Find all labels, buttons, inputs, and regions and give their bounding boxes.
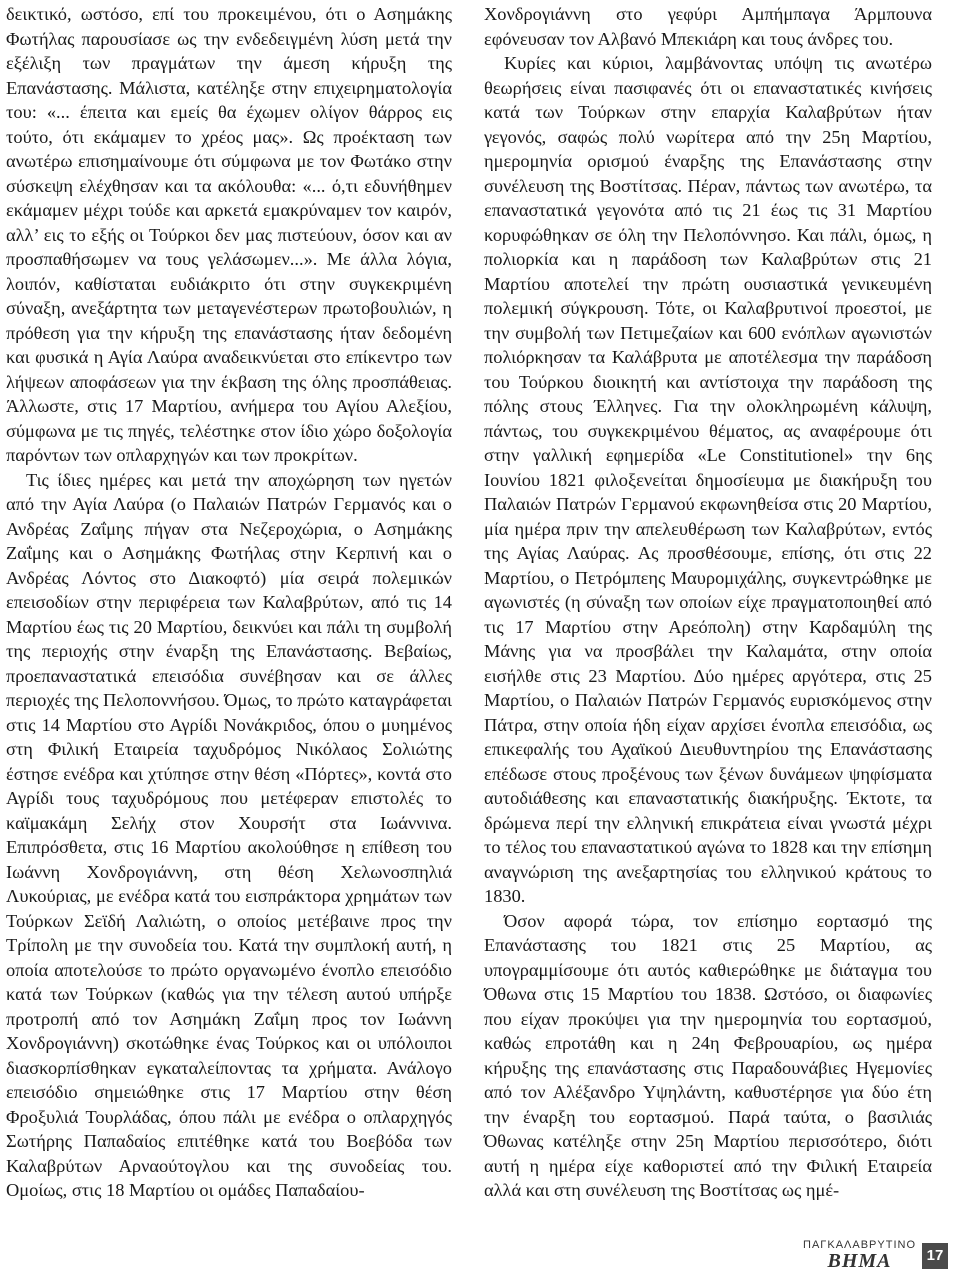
paragraph: Χονδρογιάννη στο γεφύρι Αμπήμπαγα Άρμπουνα εφόνευσαν τον Αλβανό Μπεκιάρη και τους άνδρες του.	[484, 4, 932, 49]
paragraph: Τις ίδιες ημέρες και μετά την αποχώρηση των ηγετών από την Αγία Λαύρα (ο Παλαιών Πατρών Γερμανός και ο Ανδρέας Ζαΐμης πήγαν στα Νεζεροχώρια, ο Ασημάκης Ζαΐμης και ο Ασημάκης Φωτήλας στην Κερπινή και ο Ανδρέας Λόντος στο Διακοφτό) μία σειρά πολεμικών επεισοδίων στην περιφέρεια των Καλαβρύτων, από τις 14 Μαρτίου έως τις 20 Μαρτίου, δεικνύει και πάλι τη συμβολή της περιοχής στην έναρξη της Επανάστασης. Βεβαίως, προεπαναστατικά επεισόδια συνέβησαν και σε άλλες περιοχές της Πελοποννήσου. Όμως, το πρώτο καταγράφεται στις 14 Μαρτίου στο Αγρίδι Νονάκριδος, όπου ο μυημένος στη Φιλική Εταιρεία ταχυδρόμος Νικόλαος Σολιώτης έστησε ενέδρα και χτύπησε στην θέση «Πόρτες», κοντά στο Αγρίδι τους ταχυδρόμους που μετέφεραν επιστολές το καϊμακάμη Σελήχ στον Χουρσήτ στα Ιωάννινα. Επιπρόσθετα, στις 16 Μαρτίου ακολούθησε η επίθεση του Ιωάννη Χονδρογιάννη, στη θέση Χελωνοσπηλιά Λυκούριας, με ενέδρα κατά του εισπράκτορα χρημάτων των Τούρκων Σεϊδή Λαλιώτη, ο οποίος μετέβαινε προς την Τρίπολη με την συνοδεία του. Κατά την συμπλοκή αυτή, η οποία αποτελούσε το πρώτο οργανωμένο ένοπλο επεισόδιο κατά των Τούρκων (καθώς για την τέλεση αυτού υπήρξε προτροπή από τον Ασημάκη Ζαΐμη προς τον Ιωάννη Χονδρογιάννη) σκοτώθηκε ένας Τούρκος και οι υπόλοιποι διασκορπίσθηκαν εγκαταλείποντας τα χρήματα. Ανάλογο επεισόδιο σημειώθηκε στις 17 Μαρτίου στην θέση Φροξυλιά Τουρλάδας, όπου πάλι με ενέδρα ο οπλαρχηγός Σωτήρης Παπαδαίος επιτέθηκε κατά του Βοεβόδα των Καλαβρύτων Αρναούτογλου και της συνοδείας του. Ομοίως, στις 18 Μαρτίου οι ομάδες Παπαδαίου-	[6, 469, 452, 1200]
paragraph: Κυρίες και κύριοι, λαμβάνοντας υπόψη τις ανωτέρω θεωρήσεις είναι πασιφανές ότι οι επαναστατικές κινήσεις κατά των Τούρκων στην επαρχία Καλαβρύτων ήταν γεγονός, σαφώς πολύ νωρίτερα από την 25η Μαρτίου, ημερομηνία ορισμού έναρξης της Επανάστασης στην συνέλευση της Βοστίτσας. Πέραν, πάντως των ανωτέρω, τα επαναστατικά γεγονότα από τις 21 έως τις 31 Μαρτίου κορυφώθηκαν σε όλη την Πελοπόννησο. Και πάλι, όμως, η πολιορκία και η παράδοση των Καλαβρύτων στις 21 Μαρτίου αποτελεί την πρώτη ουσιαστικά γενικευμένη πολεμική σύγκρουση. Τότε, οι Καλαβρυτινοί προεστοί, με την συμβολή των Πετιμεζαίων και 600 ενόπλων αγωνιστών πολιόρκησαν τα Καλάβρυτα με αποτέλεσμα την παράδοση του Τούρκου διοικητή και αντίστοιχα την παράδοση της πόλης στους Έλληνες. Για την ολοκληρωμένη κάλυψη, πάντως, του συγκεκριμένου θέματος, ας αναφέρουμε ότι στην γαλλική εφημερίδα «Le Constitutionel» την 6ης Ιουνίου 1821 φιλοξενείται δημοσίευμα με διακήρυξη του Παλαιών Πατρών Γερμανού εκφωνηθείσα στις 20 Μαρτίου, μία ημέρα πριν την απελευθέρωση των Καλαβρύτων, εντός της Αγίας Λαύρας. Ας προσθέσουμε, επίσης, ότι στις 22 Μαρτίου, ο Πετρόμπεης Μαυρομιχάλης, συγκεντρώθηκε με αγωνιστές (η σύναξη των οποίων είχε πραγματοποιηθεί από τις 17 Μαρτίου στην Αρεόπολη) στην Καρδαμύλη της Μάνης για να προσβάλει την Καλαμάτα, στην οποία εισήλθε στις 23 Μαρτίου. Δύο ημέρες αργότερα, στις 25 Μαρτίου, ο Παλαιών Πατρών Γερμανός ευρισκόμενος στην Πάτρα, στην οποία ήδη είχαν αρχίσει ένοπλα επεισόδια, ως επικεφαλής του Αχαϊκού Διευθυντηρίου της Επανάστασης επέδωσε στους προξένους των ξένων δυνάμεων ψηφίσματα αυτοδιάθεσης και επαναστατικής διακήρυξης. Έκτοτε, τα δρώμενα περί την ελληνική επικράτεια είναι γνωστά μέχρι το τέλος του επαναστατικού αγώνα το 1828 και την επίσημη αναγνώριση της ανεξαρτησίας του ελληνικού κράτους το 1830.	[484, 53, 932, 906]
logo-top-text: ΠΑΓΚΑΛΑΒΡΥΤΙΝΟ	[803, 1239, 916, 1251]
page-number: 17	[922, 1243, 948, 1269]
page-footer	[803, 1240, 948, 1271]
paragraph: Όσον αφορά τώρα, τον επίσημο εορτασμό της Επανάστασης του 1821 στις 25 Μαρτίου, ας υπογραμμίσουμε ότι αυτός καθιερώθηκε με διάταγμα του Όθωνα στις 15 Μαρτίου του 1838. Ωστόσο, οι διαφωνίες που είχαν προκύψει για την ημερομηνία του εορτασμού, καθώς επροτάθη και η 24η Φεβρουαρίου, ως ημέρα κήρυξης της επανάστασης στις Παραδουνάβιες Ηγεμονίες από τον Αλέξανδρο Υψηλάντη, καθυστέρησε για δύο έτη την έναρξη του εορτασμού. Παρά ταύτα, ο βασιλιάς Όθωνας κατέληξε στην 25η Μαρτίου περισσότερο, διότι αυτή η ημέρα είχε καθοριστεί από την Φιλική Εταιρεία αλλά και στη συνέλευση της Βοστίτσας ως ημέ-	[484, 910, 932, 1200]
logo-bottom-text: ΒΗΜΑ	[827, 1250, 892, 1272]
paragraph: δεικτικό, ωστόσο, επί του προκειμένου, ότι ο Ασημάκης Φωτήλας παρουσίασε ως την ενδεδειγμένη λύση μετά την εξέλιξη των πραγμάτων την άμεση κήρυξη της Επανάστασης. Μάλιστα, κατέληξε στην επιχειρηματολογία του: «... έπειτα και εμείς θα έχωμεν ολίγον θάρρος εις τούτο, ότι εκάμαμεν το χρέος μας». Ως προέκταση των ανωτέρω επισημαίνουμε ότι σύμφωνα με τον Φωτάκο στην σύσκεψη ελέχθησαν και τα ακόλουθα: «... ό,τι εδυνήθημεν εκάμαμεν μέχρι τούδε και αρκετά εμακρύναμεν τον καιρόν, αλλ’ εις το εξής οι Τούρκοι δεν μας πιστεύουν, όσον και αν προσπαθήσωμεν να τους γελάσωμεν...». Με άλλα λόγια, λοιπόν, καθίσταται ευδιάκριτο ότι στην συγκεκριμένη σύναξη, ανεξάρτητα των μεταγενέστερων πρωτοβουλιών, η πρόθεση για την κήρυξη της επανάστασης ήταν δεδομένη και φυσικά η Αγία Λαύρα αναδεικνύεται στο επίκεντρο των λήψεων αποφάσεων για την έκβαση της όλης προσπάθειας. Άλλωστε, στις 17 Μαρτίου, ανήμερα του Αγίου Αλεξίου, σύμφωνα με τις πηγές, τελέστηκε στον ίδιο χώρο δοξολογία παρόντων των οπλαρχηγών και των προκρίτων.	[6, 4, 452, 465]
left-column	[6, 2, 452, 1203]
newspaper-logo	[803, 1240, 916, 1271]
right-column	[484, 2, 932, 1203]
